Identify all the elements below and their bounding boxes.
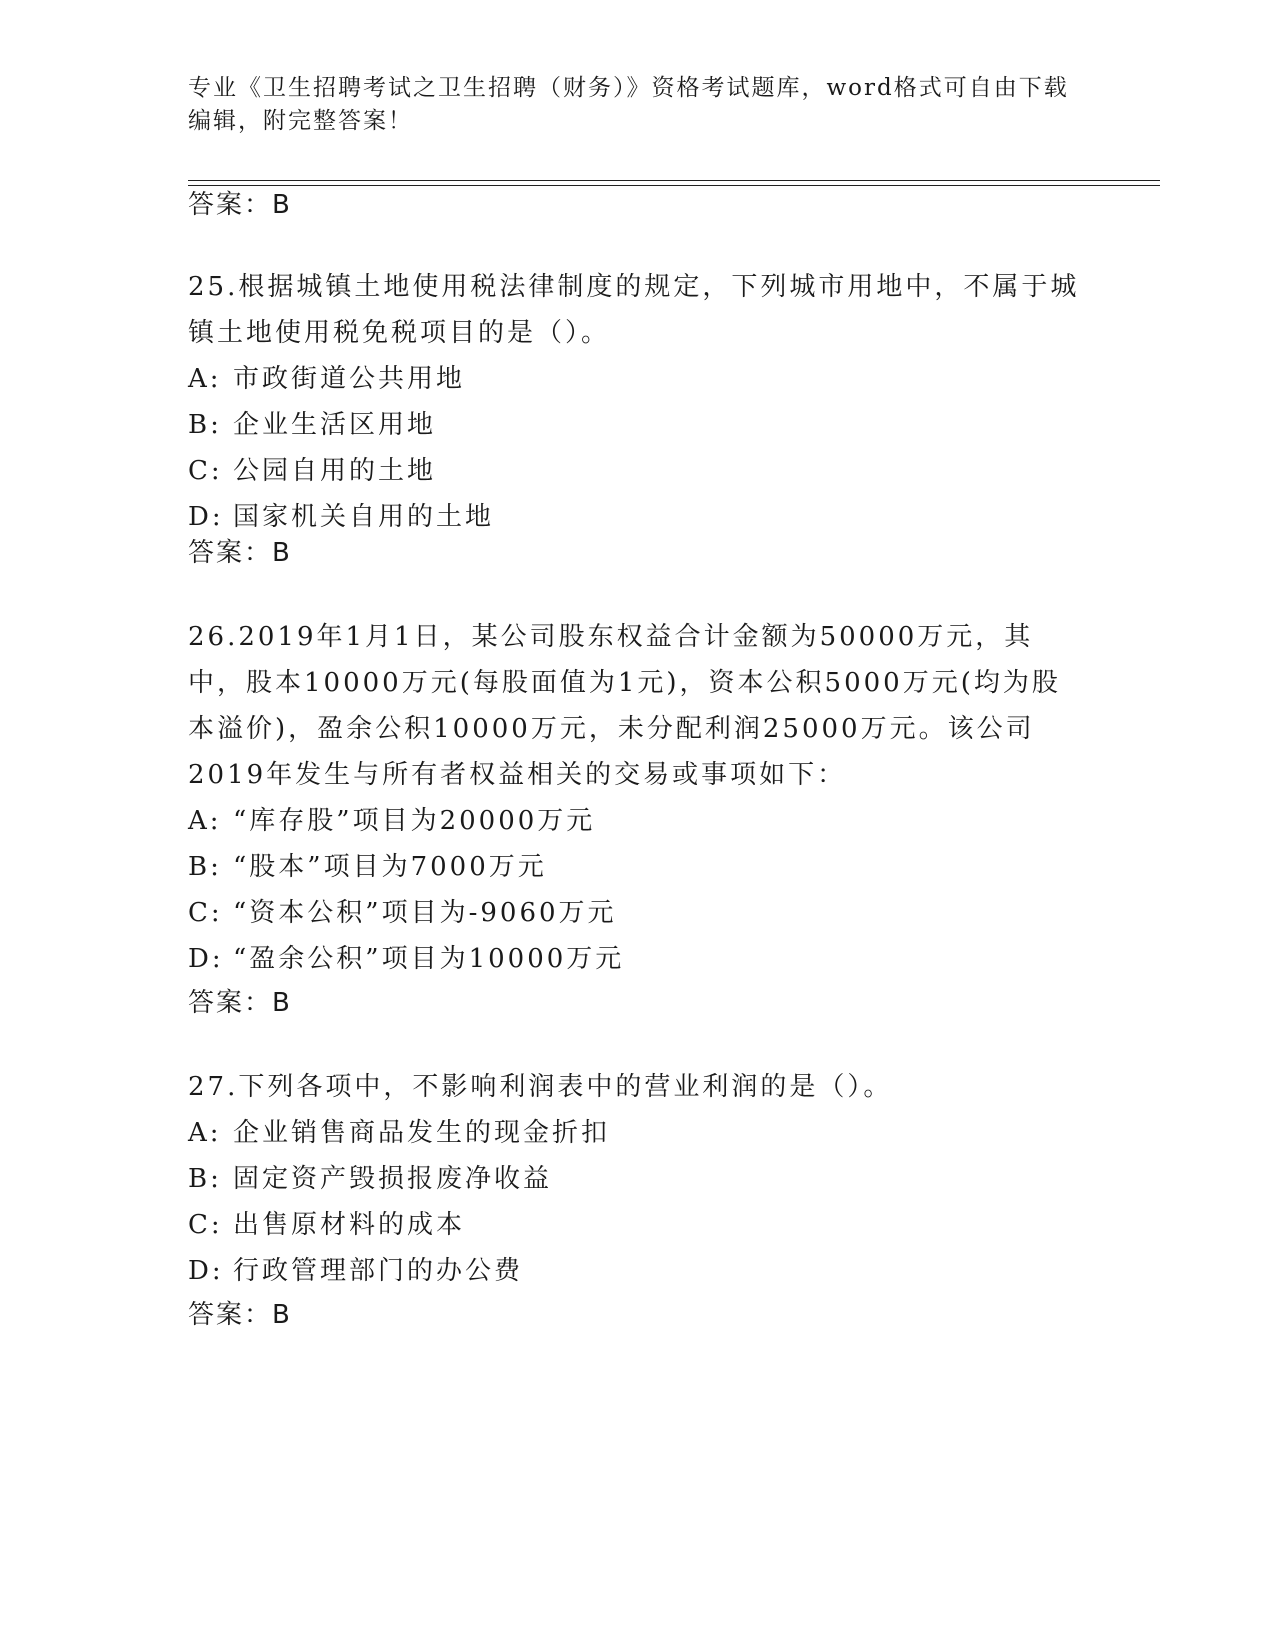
option-text: 企业销售商品发生的现金折扣 — [233, 1118, 611, 1148]
option-a — [188, 798, 1088, 844]
option-key: C: — [188, 1210, 223, 1240]
document-header: 专业《卫生招聘考试之卫生招聘（财务）》资格考试题库，word格式可自由下载编辑，附完整答案！ — [188, 75, 1069, 134]
option-key: B: — [188, 852, 222, 882]
option-text: “股本”项目为7000万元 — [233, 852, 547, 882]
option-d — [188, 936, 1088, 982]
option-b — [188, 844, 1088, 890]
answer-line: 答案：B — [188, 988, 292, 1018]
header-rule-bottom — [188, 185, 1160, 186]
option-c — [188, 1202, 1088, 1248]
question-stem: 25.根据城镇土地使用税法律制度的规定，下列城市用地中，不属于城镇土地使用税免税项目的是（）。 — [188, 272, 1080, 348]
option-b — [188, 1156, 1088, 1202]
option-text: “资本公积”项目为-9060万元 — [233, 898, 617, 928]
option-text: “盈余公积”项目为10000万元 — [233, 944, 625, 974]
option-key: D: — [188, 944, 224, 974]
option-c — [188, 890, 1088, 936]
option-text: 市政街道公共用地 — [233, 364, 466, 394]
option-key: D: — [188, 1256, 224, 1286]
option-c — [188, 448, 1088, 494]
question-27 — [188, 1064, 1088, 1294]
option-text: “库存股”项目为20000万元 — [233, 806, 596, 836]
question-stem: 26.2019年1月1日，某公司股东权益合计金额为50000万元，其中，股本10000万元(每股面值为1元)，资本公积5000万元(均为股本溢价)，盈余公积10000万元，未分配利润25000万元。该公司2019年发生与所有者权益相关的交易或事项如下： — [188, 622, 1061, 790]
answer-line: 答案：B — [188, 1300, 292, 1330]
option-key: A: — [188, 806, 222, 836]
answer-line: 答案：B — [188, 538, 292, 568]
option-text: 公园自用的土地 — [233, 456, 437, 486]
option-a — [188, 356, 1088, 402]
question-stem: 27.下列各项中，不影响利润表中的营业利润的是（）。 — [188, 1072, 893, 1102]
option-a — [188, 1110, 1088, 1156]
answer-line: 答案：B — [188, 190, 292, 220]
option-text: 国家机关自用的土地 — [233, 502, 495, 532]
option-text: 行政管理部门的办公费 — [233, 1256, 524, 1286]
header-rule-top — [188, 180, 1160, 181]
question-25 — [188, 264, 1088, 540]
option-key: A: — [188, 364, 222, 394]
option-b — [188, 402, 1088, 448]
option-key: A: — [188, 1118, 222, 1148]
option-key: B: — [188, 410, 222, 440]
option-key: C: — [188, 898, 223, 928]
option-key: D: — [188, 502, 224, 532]
question-26 — [188, 614, 1088, 982]
option-text: 固定资产毁损报废净收益 — [233, 1164, 553, 1194]
option-d — [188, 1248, 1088, 1294]
option-text: 企业生活区用地 — [233, 410, 437, 440]
option-key: C: — [188, 456, 223, 486]
option-text: 出售原材料的成本 — [233, 1210, 466, 1240]
option-key: B: — [188, 1164, 222, 1194]
option-d — [188, 494, 1088, 540]
